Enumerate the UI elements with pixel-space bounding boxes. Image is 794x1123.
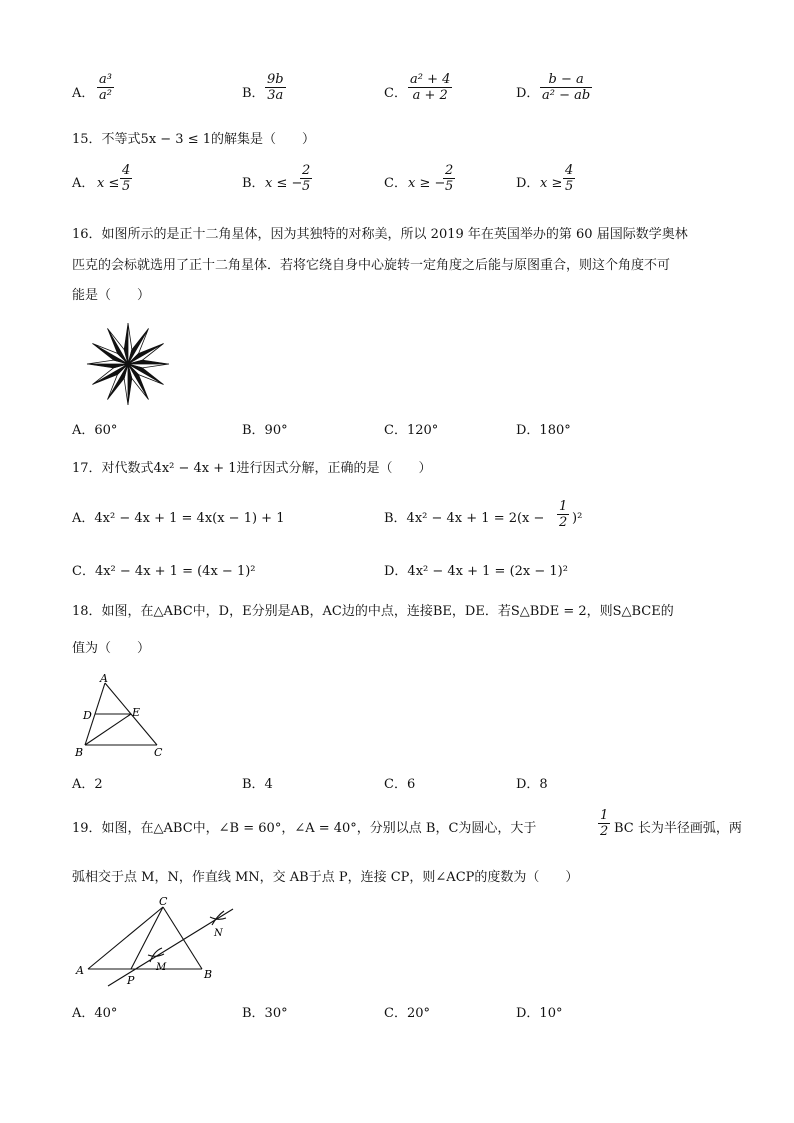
q14-option-a-fraction — [97, 72, 114, 103]
label-c: C — [154, 746, 163, 759]
q19-option-c: C．20° — [384, 1006, 430, 1021]
q15-a-numerator: 4 — [122, 163, 131, 178]
q17-b-denominator: 2 — [559, 515, 568, 530]
label-p: P — [127, 974, 135, 987]
arc-near-m — [148, 954, 164, 956]
label-b: B — [204, 968, 213, 981]
q19-option-d: D．10° — [516, 1006, 563, 1021]
label-e: E — [132, 706, 141, 719]
q15-b-numerator: 2 — [302, 163, 311, 178]
q15-option-c-label: C． — [384, 176, 407, 191]
segment-cp — [131, 907, 163, 969]
label-m: M — [156, 962, 167, 973]
q18-option-c: C．6 — [384, 777, 416, 792]
q16-stem-line2: 匹克的会标就选用了正十二角星体．若将它绕自身中心旋转一定角度之后能与原图重合，则这个角度不可 — [72, 258, 671, 273]
q15-option-d-prefix: x ≥ — [540, 176, 563, 191]
q18-option-a: A．2 — [72, 777, 103, 792]
q16-option-a: A．60° — [72, 423, 118, 438]
q14-b-numerator: 9b — [267, 72, 284, 87]
q15-d-denominator: 5 — [565, 179, 574, 194]
q19-half-denominator: 2 — [600, 824, 609, 839]
q18-option-d: D．8 — [516, 777, 548, 792]
q15-c-numerator: 2 — [445, 163, 454, 178]
q16-option-c: C．120° — [384, 423, 439, 438]
twelve-pointed-star-figure — [84, 320, 172, 408]
q19-half-fraction — [598, 808, 610, 839]
q19-stem-line2: 弧相交于点 M，N，作直线 MN，交 AB于点 P，连接 CP，则∠ACP的度数为（ ） — [72, 870, 579, 885]
q15-a-denominator: 5 — [122, 179, 131, 194]
segment-ac — [88, 907, 163, 969]
q19-stem-line1-prefix: 19．如图，在△ABC中，∠B = 60°，∠A = 40°，分别以点 B，C为圆心，大于 — [72, 821, 537, 836]
q15-option-b-prefix: x ≤ − — [265, 176, 303, 191]
q16-option-b: B．90° — [242, 423, 288, 438]
q14-d-numerator: b − a — [548, 72, 584, 87]
label-d: D — [83, 709, 92, 722]
q17-option-c: C．4x² − 4x + 1 = (4x − 1)² — [72, 564, 256, 579]
q19-stem-line1-suffix: BC 长为半径画弧，两 — [614, 821, 742, 836]
q15-option-c-prefix: x ≥ − — [408, 176, 446, 191]
q19-construction-figure — [70, 894, 240, 990]
segment-be — [85, 714, 131, 745]
q18-option-b: B．4 — [242, 777, 273, 792]
q15-option-a-prefix: x ≤ — [97, 176, 120, 191]
q17-option-d: D．4x² − 4x + 1 = (2x − 1)² — [384, 564, 568, 579]
q15-b-denominator: 5 — [302, 179, 311, 194]
q15-option-b-label: B． — [242, 176, 265, 191]
q14-b-denominator: 3a — [265, 87, 286, 103]
q15-option-b-fraction — [300, 163, 312, 194]
q14-d-denominator: a² − ab — [542, 88, 591, 103]
q14-option-c-label: C． — [384, 86, 407, 101]
q15-option-c-fraction — [443, 163, 455, 194]
q15-d-numerator: 4 — [565, 163, 574, 178]
q19-option-b: B．30° — [242, 1006, 288, 1021]
q14-option-c-fraction — [408, 72, 452, 103]
label-c: C — [159, 895, 168, 908]
q16-stem-line3: 能是（ ） — [72, 288, 151, 303]
q14-option-d-fraction — [540, 72, 592, 103]
q17-b-numerator: 1 — [559, 499, 568, 514]
q18-stem-line2: 值为（ ） — [72, 641, 151, 656]
q14-a-numerator: a³ — [99, 72, 112, 87]
q17-option-b-fraction — [557, 499, 569, 530]
label-b: B — [75, 746, 84, 759]
q17-option-b-prefix: B．4x² − 4x + 1 = 2(x − — [384, 511, 545, 526]
q17-option-b-suffix: )² — [572, 511, 583, 526]
q19-half-numerator: 1 — [600, 808, 609, 823]
q15-option-a-label: A． — [72, 176, 95, 191]
q15-stem: 15．不等式5x − 3 ≤ 1的解集是（ ） — [72, 132, 316, 147]
q17-option-a: A．4x² − 4x + 1 = 4x(x − 1) + 1 — [72, 511, 285, 526]
label-a: A — [100, 672, 108, 685]
q14-c-denominator: a + 2 — [408, 87, 452, 103]
q17-stem: 17．对代数式4x² − 4x + 1进行因式分解，正确的是（ ） — [72, 461, 432, 476]
q14-option-b-fraction — [265, 72, 286, 103]
q18-triangle-figure — [70, 672, 170, 764]
q16-option-d: D．180° — [516, 423, 571, 438]
label-a: A — [76, 964, 84, 977]
q16-stem-line1: 16．如图所示的是正十二角星体，因为其独特的对称美，所以 2019 年在英国举办的第 60 届国际数学奥林 — [72, 227, 688, 242]
q18-stem-line1: 18．如图，在△ABC中，D，E分别是AB，AC边的中点，连接BE，DE．若S△BDE = 2，则S△BCE的 — [72, 604, 674, 619]
label-n: N — [214, 928, 223, 939]
q15-c-denominator: 5 — [445, 179, 454, 194]
q15-option-d-label: D． — [516, 176, 540, 191]
q14-a-denominator: a² — [99, 88, 112, 103]
q14-c-numerator: a² + 4 — [410, 72, 451, 87]
q15-option-d-fraction — [563, 163, 575, 194]
segment-bc — [163, 907, 202, 969]
q14-option-d-label: D． — [516, 86, 540, 101]
q14-option-a-label: A． — [72, 86, 95, 101]
q15-option-a-fraction — [120, 163, 132, 194]
q14-option-b-label: B． — [242, 86, 265, 101]
q19-option-a: A．40° — [72, 1006, 118, 1021]
